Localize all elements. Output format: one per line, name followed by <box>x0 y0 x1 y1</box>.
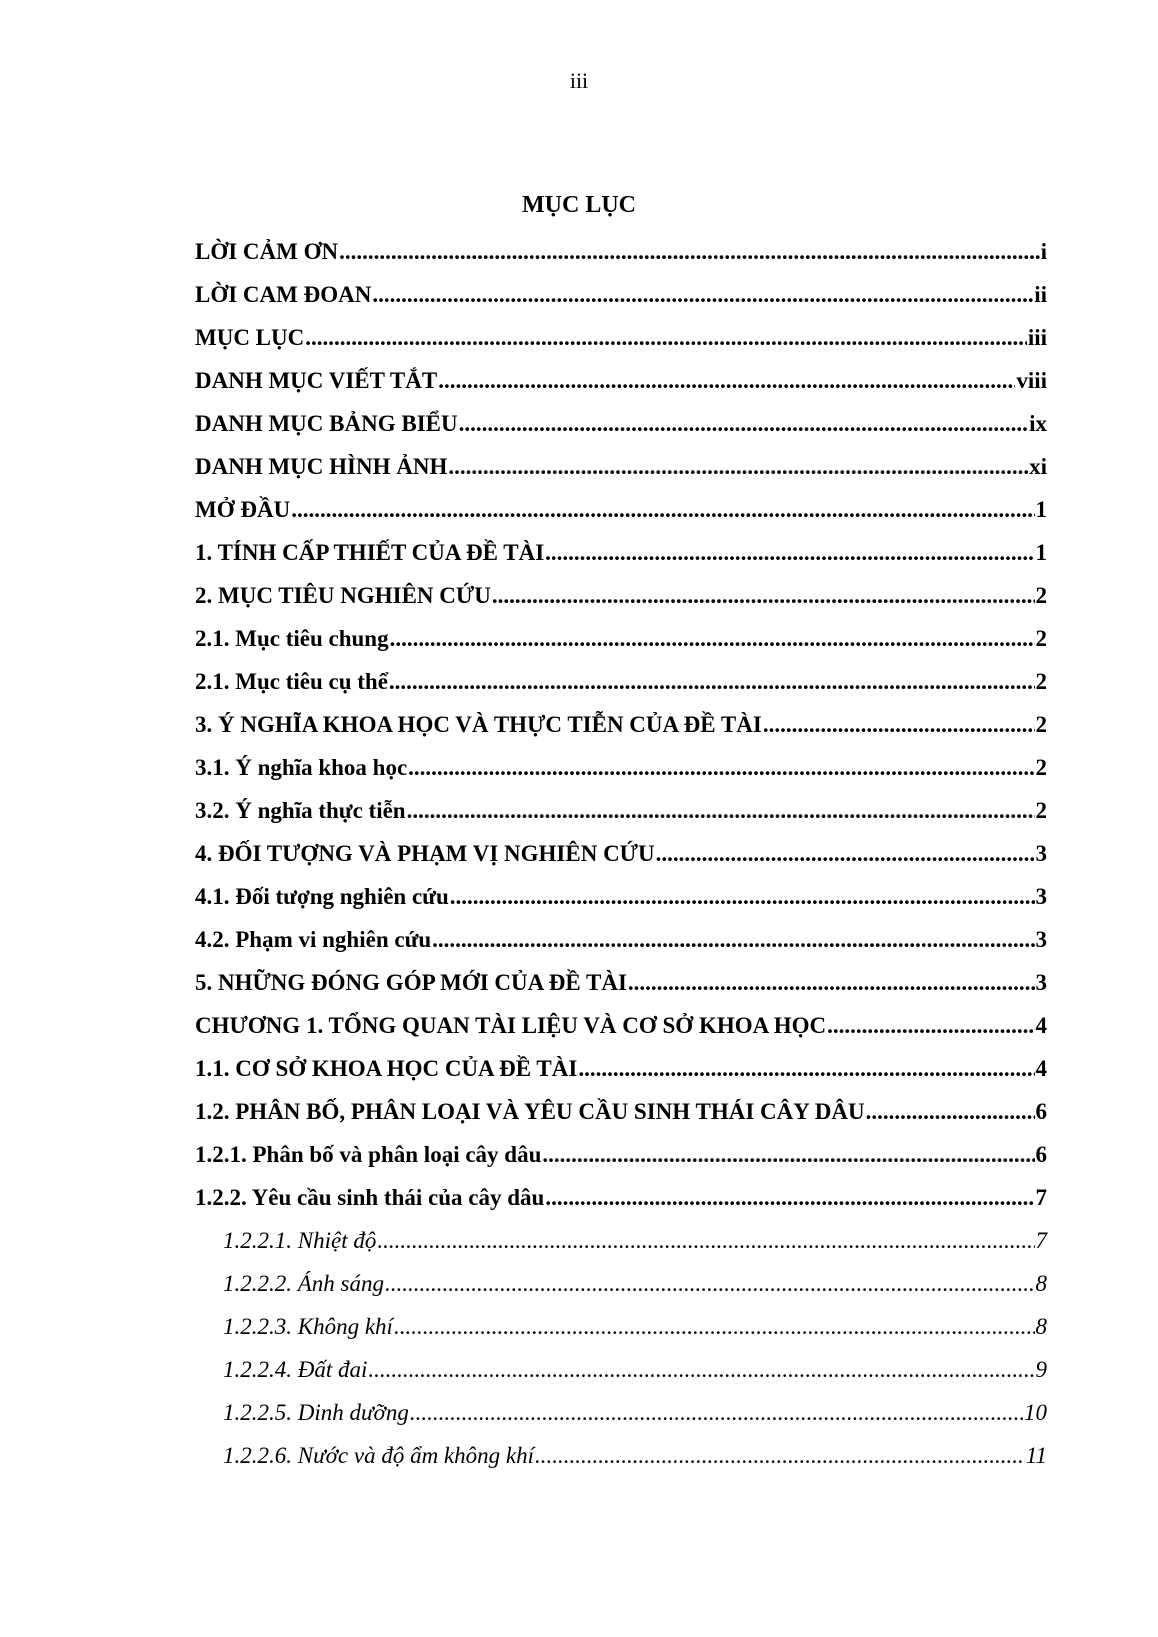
toc-dot-leader <box>450 875 1035 918</box>
toc-entry[interactable] <box>195 1262 1047 1305</box>
toc-dot-leader <box>408 746 1034 789</box>
toc-entry-title: MỞ ĐẦU <box>195 497 291 522</box>
toc-dot-leader <box>866 1090 1035 1133</box>
toc-entry-page-number: 2 <box>1035 755 1047 780</box>
toc-entry-page-number: 7 <box>1035 1228 1047 1253</box>
toc-entry-title: 1.2.2.6. Nước và độ ẩm không khí <box>223 1443 534 1468</box>
toc-dot-leader <box>763 703 1035 746</box>
toc-entry-page-number: 4 <box>1035 1056 1047 1081</box>
toc-entry-title: 5. NHỮNG ĐÓNG GÓP MỚI CỦA ĐỀ TÀI <box>195 970 627 995</box>
toc-entry-page-number: xi <box>1029 454 1047 479</box>
toc-entry-page-number: 6 <box>1035 1142 1047 1167</box>
toc-entry-title: CHƯƠNG 1. TỔNG QUAN TÀI LIỆU VÀ CƠ SỞ KHOA HỌC <box>195 1013 827 1038</box>
toc-entry[interactable] <box>195 273 1047 316</box>
toc-entry[interactable] <box>195 1391 1047 1434</box>
toc-entry[interactable] <box>195 1305 1047 1348</box>
toc-dot-leader <box>827 1004 1034 1047</box>
toc-dot-leader <box>656 832 1035 875</box>
toc-dot-leader <box>545 531 1034 574</box>
toc-dot-leader <box>459 402 1029 445</box>
toc-entry[interactable] <box>195 445 1047 488</box>
toc-entry-title: LỜI CAM ĐOAN <box>195 282 372 307</box>
toc-entry-title: DANH MỤC BẢNG BIỂU <box>195 411 458 436</box>
toc-dot-leader <box>339 230 1039 273</box>
toc-entry-title: DANH MỤC VIẾT TẮT <box>195 368 438 393</box>
page-number: iii <box>569 68 589 93</box>
toc-entry-title: 3.1. Ý nghĩa khoa học <box>195 755 408 780</box>
toc-dot-leader <box>389 660 1035 703</box>
toc-entry-page-number: 2 <box>1035 669 1047 694</box>
toc-dot-leader <box>394 1305 1035 1348</box>
toc-dot-leader <box>407 789 1035 832</box>
toc-entry[interactable] <box>195 230 1047 273</box>
toc-dot-leader <box>385 1262 1035 1305</box>
toc-dot-leader <box>535 1434 1025 1477</box>
toc-dot-leader <box>542 1133 1034 1176</box>
toc-entry-page-number: 4 <box>1035 1013 1047 1038</box>
toc-entry-title: 4. ĐỐI TƯỢNG VÀ PHẠM VỊ NGHIÊN CỨU <box>195 841 655 866</box>
toc-entry[interactable] <box>195 1133 1047 1176</box>
toc-entry-page-number: viii <box>1016 368 1047 393</box>
toc-entry-page-number: 2 <box>1035 712 1047 737</box>
toc-dot-leader <box>578 1047 1034 1090</box>
toc-entry-title: 1.1. CƠ SỞ KHOA HỌC CỦA ĐỀ TÀI <box>195 1056 578 1081</box>
toc-entry-page-number: 7 <box>1035 1185 1047 1210</box>
toc-entry-title: 1. TÍNH CẤP THIẾT CỦA ĐỀ TÀI <box>195 540 545 565</box>
toc-entry-page-number: 10 <box>1024 1400 1047 1425</box>
toc-entry[interactable] <box>195 789 1047 832</box>
toc-entry[interactable] <box>195 402 1047 445</box>
toc-entry-page-number: ix <box>1029 411 1047 436</box>
toc-entry[interactable] <box>195 488 1047 531</box>
toc-entry[interactable] <box>195 1176 1047 1219</box>
toc-entry-title: MỤC LỤC <box>195 325 305 350</box>
toc-entry-page-number: 2 <box>1035 798 1047 823</box>
toc-entry-page-number: 2 <box>1035 583 1047 608</box>
toc-entry-page-number: 2 <box>1035 626 1047 651</box>
toc-entry-page-number: 3 <box>1035 927 1047 952</box>
toc-entry-title: 4.1. Đối tượng nghiên cứu <box>195 884 449 909</box>
toc-entry[interactable] <box>195 1219 1047 1262</box>
toc-dot-leader <box>545 1176 1034 1219</box>
toc-entry-title: 2.1. Mục tiêu cụ thể <box>195 669 388 694</box>
toc-entry[interactable] <box>195 617 1047 660</box>
toc-entry-title: 1.2. PHÂN BỐ, PHÂN LOẠI VÀ YÊU CẦU SINH THÁI CÂY DÂU <box>195 1099 865 1124</box>
toc-entry-page-number: 8 <box>1035 1271 1047 1296</box>
toc-entry-page-number: 6 <box>1035 1099 1047 1124</box>
toc-dot-leader <box>438 359 1015 402</box>
toc-dot-leader <box>492 574 1035 617</box>
toc-entry[interactable] <box>195 1004 1047 1047</box>
toc-entry[interactable] <box>195 316 1047 359</box>
toc-entry-title: 1.2.1. Phân bố và phân loại cây dâu <box>195 1142 542 1167</box>
toc-entry[interactable] <box>195 746 1047 789</box>
toc-entry-title: 1.2.2. Yêu cầu sinh thái của cây dâu <box>195 1185 545 1210</box>
toc-entry-title: 2.1. Mục tiêu chung <box>195 626 389 651</box>
toc-dot-leader <box>305 316 1027 359</box>
toc-entry[interactable] <box>195 1047 1047 1090</box>
toc-entry[interactable] <box>195 531 1047 574</box>
toc-entry-page-number: ii <box>1034 282 1047 307</box>
toc-dot-leader <box>448 445 1028 488</box>
toc-entry-page-number: iii <box>1027 325 1047 350</box>
toc-dot-leader <box>372 273 1033 316</box>
toc-entry-title: 1.2.2.4. Đất đai <box>223 1357 368 1382</box>
toc-entry-title: 2. MỤC TIÊU NGHIÊN CỨU <box>195 583 491 608</box>
toc-entry[interactable] <box>195 574 1047 617</box>
toc-entry-page-number: 1 <box>1035 540 1047 565</box>
toc-entry-page-number: 1 <box>1035 497 1047 522</box>
toc-entry[interactable] <box>195 1348 1047 1391</box>
toc-dot-leader <box>390 617 1035 660</box>
toc-entry-title: DANH MỤC HÌNH ẢNH <box>195 454 448 479</box>
toc-entry[interactable] <box>195 1090 1047 1133</box>
toc-entry-title: LỜI CẢM ƠN <box>195 239 339 264</box>
toc-entry-title: 3. Ý NGHĨA KHOA HỌC VÀ THỰC TIỄN CỦA ĐỀ TÀI <box>195 712 762 737</box>
toc-entry-title: 1.2.2.2. Ánh sáng <box>223 1271 384 1296</box>
toc-entry-page-number: i <box>1040 239 1047 264</box>
table-of-contents <box>195 230 1047 1477</box>
toc-entry-title: 1.2.2.5. Dinh dưỡng <box>223 1400 409 1425</box>
toc-dot-leader <box>432 918 1034 961</box>
toc-dot-leader <box>410 1391 1023 1434</box>
toc-entry[interactable] <box>195 875 1047 918</box>
toc-dot-leader <box>368 1348 1034 1391</box>
toc-entry-title: 1.2.2.3. Không khí <box>223 1314 393 1339</box>
toc-entry-title: 3.2. Ý nghĩa thực tiễn <box>195 798 406 823</box>
toc-dot-leader <box>291 488 1034 531</box>
toc-dot-leader <box>628 961 1035 1004</box>
toc-entry-page-number: 8 <box>1035 1314 1047 1339</box>
toc-entry[interactable] <box>195 832 1047 875</box>
toc-entry-page-number: 3 <box>1035 841 1047 866</box>
toc-entry[interactable] <box>195 918 1047 961</box>
toc-entry-page-number: 11 <box>1025 1443 1047 1468</box>
toc-entry[interactable] <box>195 359 1047 402</box>
toc-entry[interactable] <box>195 961 1047 1004</box>
toc-entry[interactable] <box>195 1434 1047 1477</box>
toc-entry-title: 1.2.2.1. Nhiệt độ <box>223 1228 377 1253</box>
toc-entry-page-number: 3 <box>1035 884 1047 909</box>
toc-entry-page-number: 9 <box>1035 1357 1047 1382</box>
toc-entry-title: 4.2. Phạm vi nghiên cứu <box>195 927 432 952</box>
toc-entry-page-number: 3 <box>1035 970 1047 995</box>
toc-dot-leader <box>377 1219 1034 1262</box>
toc-entry[interactable] <box>195 703 1047 746</box>
toc-entry[interactable] <box>195 660 1047 703</box>
page-title: MỤC LỤC <box>522 192 636 218</box>
